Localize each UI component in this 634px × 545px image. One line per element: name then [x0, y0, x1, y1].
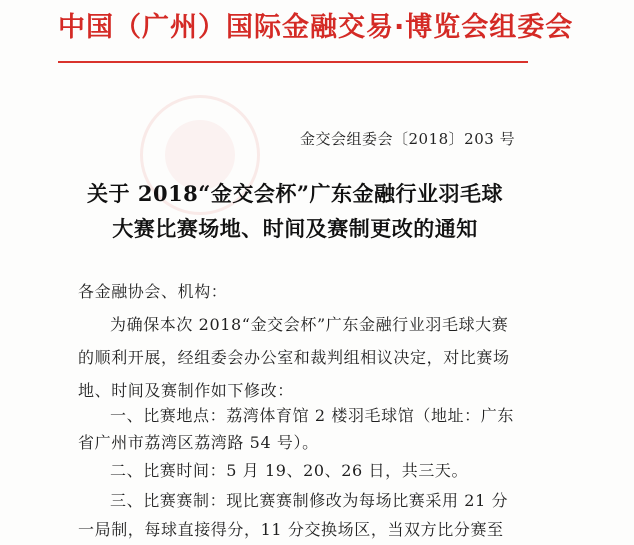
paragraph-line: 的顺利开展，经组委会办公室和裁判组相议决定，对比赛场 — [78, 348, 510, 367]
document-number: 金交会组委会〔2018〕203 号 — [300, 130, 516, 148]
paragraph-line: 为确保本次 2018“金交会杯”广东金融行业羽毛球大赛 — [110, 315, 509, 334]
item-venue-line: 一、比赛地点：荔湾体育馆 2 楼羽毛球馆（地址：广东 — [110, 406, 514, 425]
salutation: 各金融协会、机构： — [78, 282, 228, 301]
document-title-line-1: 关于 2018“金交会杯”广东金融行业羽毛球 — [87, 181, 503, 206]
item-format-line: 三、比赛赛制：现比赛赛制修改为每场比赛采用 21 分 — [110, 491, 509, 510]
item-format-line: 一局制，每球直接得分，11 分交换场区，当双方比分赛至 — [78, 520, 504, 539]
letterhead-rule — [58, 61, 528, 63]
paragraph-line: 地、时间及赛制作如下修改： — [78, 381, 294, 400]
item-time-line: 二、比赛时间：5 月 19、20、26 日，共三天。 — [110, 461, 469, 480]
document-title-line-2: 大赛比赛场地、时间及赛制更改的通知 — [112, 216, 478, 241]
letterhead-title: 中国（广州）国际金融交易·博览会组委会 — [58, 12, 574, 43]
item-venue-line: 省广州市荔湾区荔湾路 54 号）。 — [78, 433, 319, 452]
